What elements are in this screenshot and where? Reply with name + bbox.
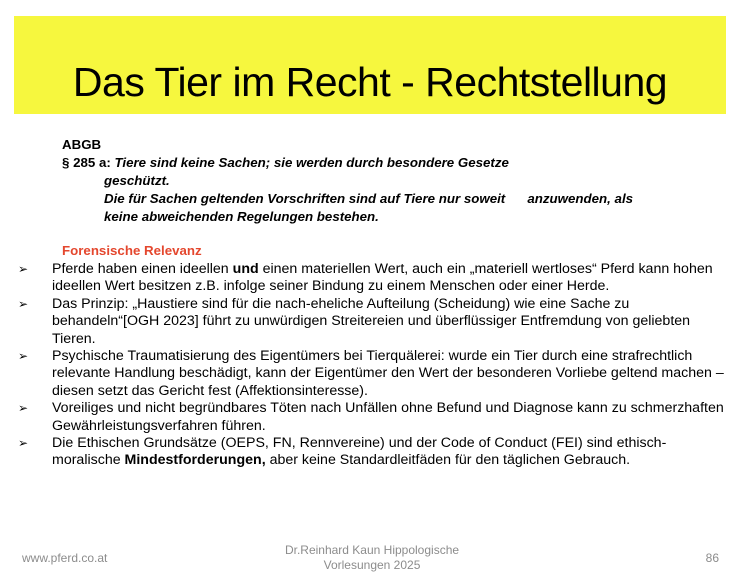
law-text-line-2: geschützt.: [104, 173, 170, 188]
bullet-item: [18, 296, 733, 348]
bullet-arrow-icon: ➢: [18, 349, 29, 364]
law-section-line: [62, 154, 722, 172]
footer-page-number: 86: [705, 551, 719, 565]
bullet-text: einen materiellen Wert, auch ein „materiell wertloses“ Pferd kann hohen ideellen Wert besitzen z.B. infolge seiner Bindung zu einem Menschen oder einer Herde.: [52, 261, 713, 295]
bullet-emphasis: und: [232, 261, 259, 277]
bullet-item: [18, 400, 733, 435]
law-text-line-4-row: [62, 208, 722, 226]
law-text-line-4: keine abweichenden Regelungen bestehen.: [104, 209, 379, 224]
bullet-arrow-icon: ➢: [18, 401, 29, 416]
footer-author-line-1: Dr.Reinhard Kaun Hippologische: [284, 543, 460, 557]
footer-author-line-2: Vorlesungen 2025: [323, 558, 421, 572]
bullet-emphasis: Mindestforderungen,: [124, 452, 266, 469]
bullet-item: [18, 261, 733, 296]
bullet-arrow-icon: ➢: [18, 296, 29, 311]
bullet-text: Psychische Traumatisierung des Eigentümers bei Tierquälerei: wurde ein Tier durch eine strafrechtlich relevante Handlung beschädigt, kann der Eigentümer den Wert der besonderen Vorliebe geltend machen – diesen setzt das Gericht fest (Affektionsinteresse).: [52, 348, 724, 399]
bullet-text: Voreiliges und nicht begründbares Töten nach Unfällen ohne Befund und Diagnose kann zu schmerzhaften Gewährleistungsverfahren führen.: [52, 400, 724, 434]
footer-website: www.pferd.co.at: [22, 551, 108, 565]
law-text-line-1: Tiere sind keine Sachen; sie werden durch besondere Gesetze: [114, 155, 509, 170]
bullet-item: [18, 435, 733, 470]
bullet-text: aber keine Standardleitfäden für den täglichen Gebrauch.: [265, 452, 631, 469]
law-text-line-2-row: [62, 172, 722, 190]
section-heading: Forensische Relevanz: [62, 243, 202, 258]
footer-author: [262, 543, 482, 573]
law-section-number: § 285 a:: [62, 155, 111, 170]
title-band: [14, 16, 726, 114]
bullet-text: Das Prinzip: „Haustiere sind für die nach-eheliche Aufteilung (Scheidung) wie eine Sache zu behandeln“[OGH 2023] führt zu unwürdigen Streitereien und überflüssiger Entfremdung von geliebten Tieren.: [52, 295, 691, 347]
law-citation: [62, 136, 722, 226]
bullet-item: [18, 348, 733, 400]
bullet-arrow-icon: ➢: [18, 436, 29, 451]
law-text-line-3-row: [62, 190, 722, 208]
bullet-arrow-icon: ➢: [18, 262, 29, 276]
bullet-text: Die Ethischen Grundsätze (OEPS, FN, Rennvereine) und der Code of Conduct (FEI) sind ethisch-moralische: [52, 435, 667, 469]
slide-title: Das Tier im Recht - Rechtstellung: [72, 59, 668, 105]
law-text-line-3: Die für Sachen geltenden Vorschriften sind auf Tiere nur soweit anzuwenden, als: [104, 191, 634, 206]
bullet-text: Pferde haben einen ideellen: [52, 261, 233, 277]
law-heading: ABGB: [62, 137, 102, 152]
bullet-list: [18, 261, 733, 470]
